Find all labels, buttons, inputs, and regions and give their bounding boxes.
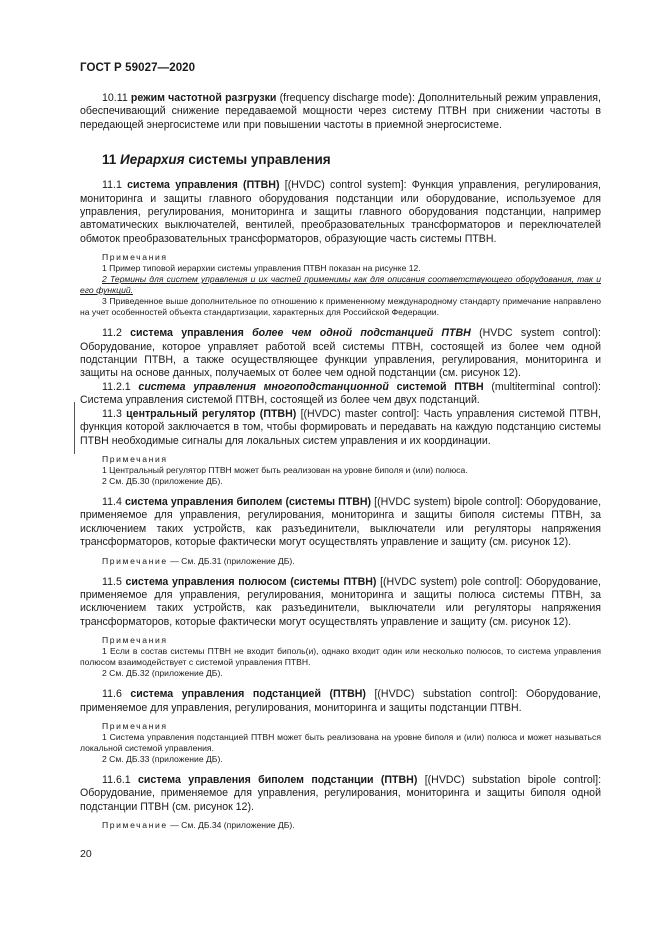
- notes-11-1: [80, 252, 601, 318]
- notes-heading: Примечания: [102, 635, 168, 646]
- note-2: 2 См. ДБ.33 (приложение ДБ).: [102, 753, 223, 764]
- section-11-heading: 11 Иерархия системы управления: [102, 152, 331, 168]
- clause-10-11: 10.11 режим частотной разгрузки (frequency discharge mode): Дополнительный режим управления, обеспечивающий снижение передаваемой мощности через систему ПТВН при снижении частоты в передающей энергосистеме или при повышении частоты в приемной энергосистеме.: [80, 92, 601, 131]
- note-1: 1 Центральный регулятор ПТВН может быть реализован на уровне биполя и (или) полюса.: [102, 464, 468, 475]
- clause-11-1: 11.1 система управления (ПТВН) [(HVDC) control system]: Функция управления, регулирования, мониторинга и защиты главного оборудования подстанции или оборудование, используемое для управления, регулирования, мониторинга и защиты главного оборудования подстанции, например автоматических выключателей, вентилей, преобразовательных трансформаторов и переключателей обмоток преобразовательных трансформаторов, образующие часть системы ПТВН.: [80, 179, 601, 245]
- notes-11-3: [80, 454, 601, 487]
- note-2: 2 См. ДБ.30 (приложение ДБ).: [102, 475, 223, 486]
- note-3: 3 Приведенное выше дополнительное по отношению к примененному международному стандарту примечание направлено на учет особенностей объекта стандартизации, характерных для Российской Федерации.: [80, 296, 601, 318]
- note-2: 2 См. ДБ.32 (приложение ДБ).: [102, 668, 223, 679]
- clause-11-4: 11.4 система управления биполем (системы ПТВН) [(HVDC system) bipole control]: Оборудование, применяемое для управления, регулирования, мониторинга и защиты биполя системы ПТВН, за исключением таких устройств, как разъединители, выключатели или регуляторы напряжения трансформаторов, которые фактически могут осуществлять управление и защиту (см. рисунок 12).: [80, 495, 602, 549]
- notes-heading: Примечания: [102, 252, 168, 263]
- notes-11-5: [80, 635, 601, 679]
- note-1: 1 Если в состав системы ПТВН не входит биполь(и), однако входит один или несколько полюсов, то система управления полюсом взаимодействует с системой управления ПТВН.: [80, 646, 601, 668]
- page-number: 20: [80, 848, 92, 860]
- note-heading: Примечание: [102, 555, 168, 566]
- notes-heading: Примечания: [102, 720, 168, 731]
- note-11-6-1: Примечание — См. ДБ.34 (приложение ДБ).: [102, 820, 295, 831]
- document-body: [80, 92, 601, 831]
- clause-11-2-1: 11.2.1 система управления многоподстанционной системой ПТВН (multiterminal control): Система управления системой ПТВН, состоящей из более чем двух подстанций.: [80, 380, 601, 407]
- clause-11-6: 11.6 система управления подстанцией (ПТВН) [(HVDC) substation control]: Оборудование, применяемое для управления, регулирования, мониторинга и защиты подстанции ПТВН.: [80, 688, 601, 714]
- document-header: ГОСТ Р 59027—2020: [80, 62, 196, 74]
- notes-heading: Примечания: [102, 453, 168, 464]
- clause-11-6-1: 11.6.1 система управления биполем подстанции (ПТВН) [(HVDC) substation bipole control]: Оборудование, применяемое для управления, регулирования, мониторинга и защиты биполя одной подстанции ПТВН (см. рисунок 12).: [80, 773, 602, 813]
- clause-11-5: 11.5 система управления полюсом (системы ПТВН) [(HVDC system) pole control]: Оборудование, применяемое для управления, регулирования, мониторинга и защиты полюса системы ПТВН, за исключением таких устройств, как разъединители, выключатели или регуляторы напряжения трансформаторов, которые фактически могут осуществлять управление и защиту (см. рисунок 12).: [80, 575, 601, 628]
- notes-11-6: [80, 721, 601, 765]
- clause-11-3: 11.3 центральный регулятор (ПТВН) [(HVDC) master control]: Часть управления системой ПТВН, функция которой заключается в том, чтобы формировать и передавать на каждую подстанцию системы ПТВН необходимые сигналы для локальных систем управления и их координации.: [80, 407, 601, 447]
- change-bar: [74, 402, 75, 454]
- note-1: 1 Пример типовой иерархии системы управления ПТВН показан на рисунке 12.: [102, 263, 421, 274]
- clause-11-2: 11.2 система управления более чем одной подстанцией ПТВН (HVDC system control): Оборудование, которое управляет работой всей системы ПТВН, состоящей из более чем одной подстанции ПТВН, а также осуществляющее функции управления, регулирования, мониторинга и защиты на основе данных, получаемых от более чем одной подстанции (см. рисунок 12).: [80, 327, 601, 380]
- note-2: 2 Термины для систем управления и их частей применимы как для описания соответствующего оборудования, так и его функций.: [80, 274, 601, 296]
- note-heading: Примечание: [102, 820, 168, 831]
- note-11-4: Примечание — См. ДБ.31 (приложение ДБ).: [102, 555, 295, 566]
- note-1: 1 Система управления подстанцией ПТВН может быть реализована на уровне биполя и (или) полюса и может называться локальной системой управления.: [80, 731, 601, 753]
